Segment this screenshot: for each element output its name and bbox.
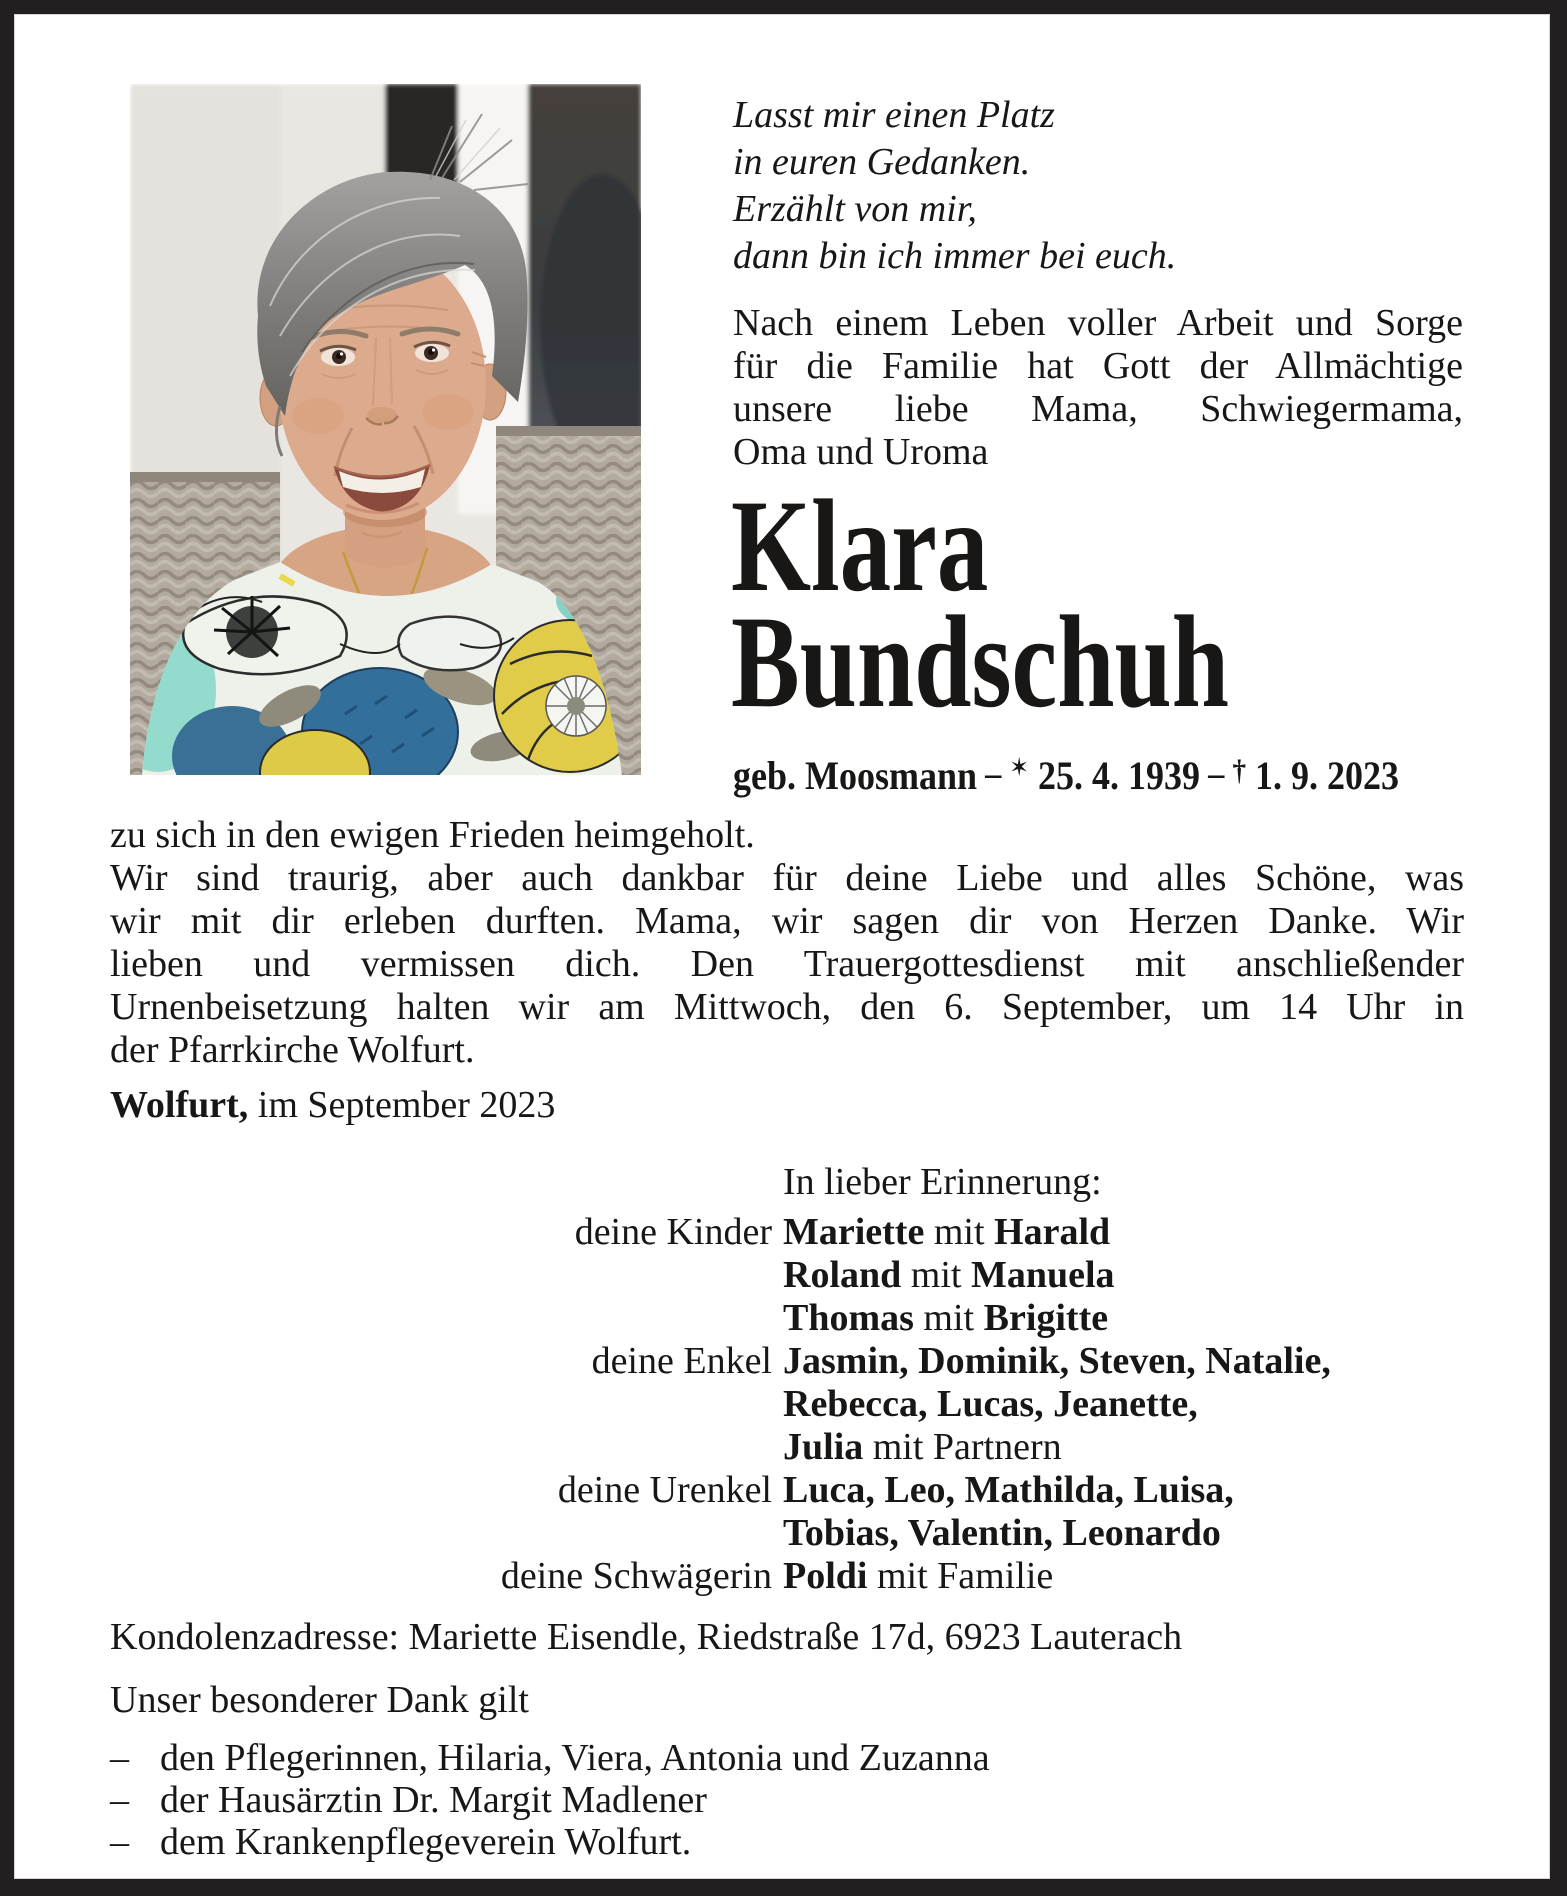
text-line: in euren Gedanken. <box>733 141 1031 183</box>
family-names: Poldi mit Familie <box>783 1555 1054 1597</box>
text-line: für die Familie hat Gott der Allmächtige <box>733 345 1463 387</box>
opening-line: zu sich in den ewigen Frieden heimgeholt. <box>110 814 755 856</box>
text-line: unsere liebe Mama, Schwiegermama, <box>733 388 1463 430</box>
thanks-list <box>110 1737 990 1863</box>
place-name: Wolfurt, <box>110 1084 249 1126</box>
memorial-row <box>110 1555 1464 1598</box>
memorial-row <box>110 1340 1464 1383</box>
memorial-row <box>110 1512 1464 1555</box>
text-line: Erzählt von mir, <box>733 188 977 230</box>
relation-label <box>110 1512 772 1555</box>
relation-label <box>110 1297 772 1340</box>
text-line: Lasst mir einen Platz <box>733 94 1055 136</box>
death-date: 1. 9. 2023 <box>1245 753 1399 798</box>
family-names: Thomas mit Brigitte <box>783 1297 1109 1339</box>
family-names: Jasmin, Dominik, Steven, Natalie, <box>783 1340 1331 1382</box>
last-name: Bundschuh <box>731 588 1230 735</box>
thanks-item: – den Pflegerinnen, Hilaria, Viera, Antonia und Zuzanna <box>110 1737 990 1779</box>
relation-label <box>110 1383 772 1426</box>
memorial-poem <box>733 92 1176 280</box>
maiden-name: geb. Moosmann <box>733 753 978 798</box>
text-line: Urnenbeisetzung halten wir am Mittwoch, den 6. September, um 14 Uhr in <box>110 986 1464 1028</box>
memorial-row <box>110 1469 1464 1512</box>
date-text: im September 2023 <box>248 1084 556 1126</box>
memorial-heading: In lieber Erinnerung: <box>783 1161 1102 1203</box>
thanks-item: – dem Krankenpflegeverein Wolfurt. <box>110 1821 692 1863</box>
family-names: Mariette mit Harald <box>783 1211 1111 1253</box>
list-dash: – <box>110 1821 129 1863</box>
memorial-rows <box>110 1211 1464 1598</box>
death-cross-icon: † <box>1232 754 1246 787</box>
relation-label: deine Enkel <box>591 1340 772 1382</box>
text-line: Wir sind traurig, aber auch dankbar für deine Liebe und alles Schöne, was <box>110 857 1464 899</box>
family-names: Julia mit Partnern <box>783 1426 1062 1468</box>
thanks-item: – der Hausärztin Dr. Margit Madlener <box>110 1779 707 1821</box>
text-line: Nach einem Leben voller Arbeit und Sorge <box>733 302 1463 344</box>
family-names: Rebecca, Lucas, Jeanette, <box>783 1383 1198 1425</box>
condolence-address: Kondolenzadresse: Mariette Eisendle, Riedstraße 17d, 6923 Lauterach <box>110 1616 1183 1658</box>
relation-label: deine Kinder <box>574 1211 772 1253</box>
birth-date: 25. 4. 1939 <box>1029 753 1201 798</box>
list-dash: – <box>110 1737 129 1779</box>
memorial-row <box>110 1254 1464 1297</box>
list-dash: – <box>110 1779 129 1821</box>
deceased-name <box>731 472 1230 735</box>
text-line: Oma und Uroma <box>733 431 989 473</box>
birth-star-icon: ✶ <box>1009 753 1030 783</box>
memorial-row <box>110 1383 1464 1426</box>
text-line: lieben und vermissen dich. Den Trauergottesdienst mit anschließender <box>110 943 1464 985</box>
memorial-row <box>110 1297 1464 1340</box>
family-names: Roland mit Manuela <box>783 1254 1115 1296</box>
life-dates: geb. Moosmann – ✶ 25. 4. 1939 – † 1. 9. 2023 <box>733 753 1399 798</box>
portrait-photo <box>130 84 641 775</box>
text-line: der Pfarrkirche Wolfurt. <box>110 1029 475 1071</box>
text-line: dann bin ich immer bei euch. <box>733 235 1177 277</box>
memorial-section <box>110 1161 1464 1598</box>
portrait-illustration <box>130 84 641 775</box>
family-names: Luca, Leo, Mathilda, Luisa, <box>783 1469 1234 1511</box>
relation-label <box>110 1254 772 1297</box>
intro-paragraph <box>733 302 1463 474</box>
thanks-heading: Unser besonderer Dank gilt <box>110 1679 529 1721</box>
relation-label: deine Schwägerin <box>500 1555 772 1597</box>
memorial-row <box>110 1426 1464 1469</box>
text-line: wir mit dir erleben durften. Mama, wir sagen dir von Herzen Danke. Wir <box>110 900 1464 942</box>
first-name: Klara <box>731 472 989 619</box>
place-date-line <box>110 1084 555 1127</box>
main-paragraph <box>110 857 1464 1072</box>
relation-label <box>110 1426 772 1469</box>
family-names: Tobias, Valentin, Leonardo <box>783 1512 1221 1554</box>
memorial-row <box>110 1211 1464 1254</box>
relation-label: deine Urenkel <box>557 1469 772 1511</box>
